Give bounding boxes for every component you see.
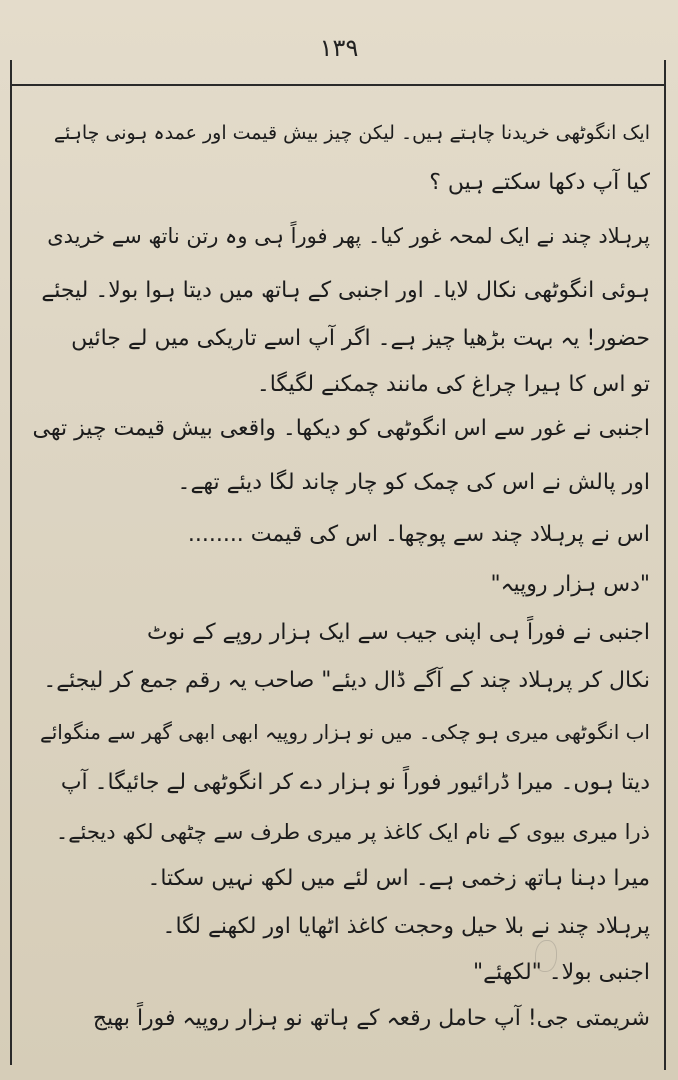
text-line: میرا دہنا ہاتھ زخمی ہے۔ اس لئے میں لکھ نہیں سکتا۔ [147,866,650,891]
page-number: ۱۳۹ [319,34,359,62]
text-line: "دس ہزار روپیہ" [490,572,650,597]
frame-top-rule [10,84,665,86]
text-line: نکال کر پرہلاد چند کے آگے ڈال دیئے" صاحب یہ رقم جمع کر لیجئے۔ [43,668,650,693]
text-line: تو اس کا ہیرا چراغ کی مانند چمکنے لگیگا۔ [256,372,650,397]
text-line: پرہلاد چند نے بلا حیل وحجت کاغذ اٹھایا اور لکھنے لگا۔ [162,914,650,939]
ink-mark [535,940,557,972]
text-line: اجنبی نے غور سے اس انگوٹھی کو دیکھا۔ واقعی بیش قیمت چیز تھی [32,416,650,441]
text-line: دیتا ہوں۔ میرا ڈرائیور فوراً نو ہزار دے کر انگوٹھی لے جائیگا۔ آپ [60,770,650,795]
frame-left-rule [10,60,12,1065]
text-line: ایک انگوٹھی خریدنا چاہتے ہیں۔ لیکن چیز بیش قیمت اور عمدہ ہونی چاہئے [53,122,650,144]
frame-right-rule [664,60,666,1070]
text-line: شریمتی جی! آپ حامل رقعہ کے ہاتھ نو ہزار روپیہ فوراً بھیج [92,1006,650,1031]
text-line: اب انگوٹھی میری ہو چکی۔ میں نو ہزار روپیہ ابھی ابھی گھر سے منگوائے [40,720,650,744]
text-line: اس نے پرہلاد چند سے پوچھا۔ اس کی قیمت ........ [187,522,650,547]
text-line: حضور! یہ بہت بڑھیا چیز ہے۔ اگر آپ اسے تاریکی میں لے جائیں [71,326,650,351]
text-line: اجنبی نے فوراً ہی اپنی جیب سے ایک ہزار روپے کے نوٹ [146,620,650,645]
text-line: اجنبی بولا۔ "لکھئے" [473,960,650,985]
text-line: پرہلاد چند نے ایک لمحہ غور کیا۔ پھر فوراً ہی وہ رتن ناتھ سے خریدی [47,224,650,248]
text-line: ہوئی انگوٹھی نکال لایا۔ اور اجنبی کے ہاتھ میں دیتا ہوا بولا۔ لیجئے [41,278,650,303]
text-line: کیا آپ دکھا سکتے ہیں ؟ [429,170,650,195]
text-line: ذرا میری بیوی کے نام ایک کاغذ پر میری طرف سے چٹھی لکھ دیجئے۔ [55,820,650,844]
text-line: اور پالش نے اس کی چمک کو چار چاند لگا دیئے تھے۔ [177,470,650,495]
